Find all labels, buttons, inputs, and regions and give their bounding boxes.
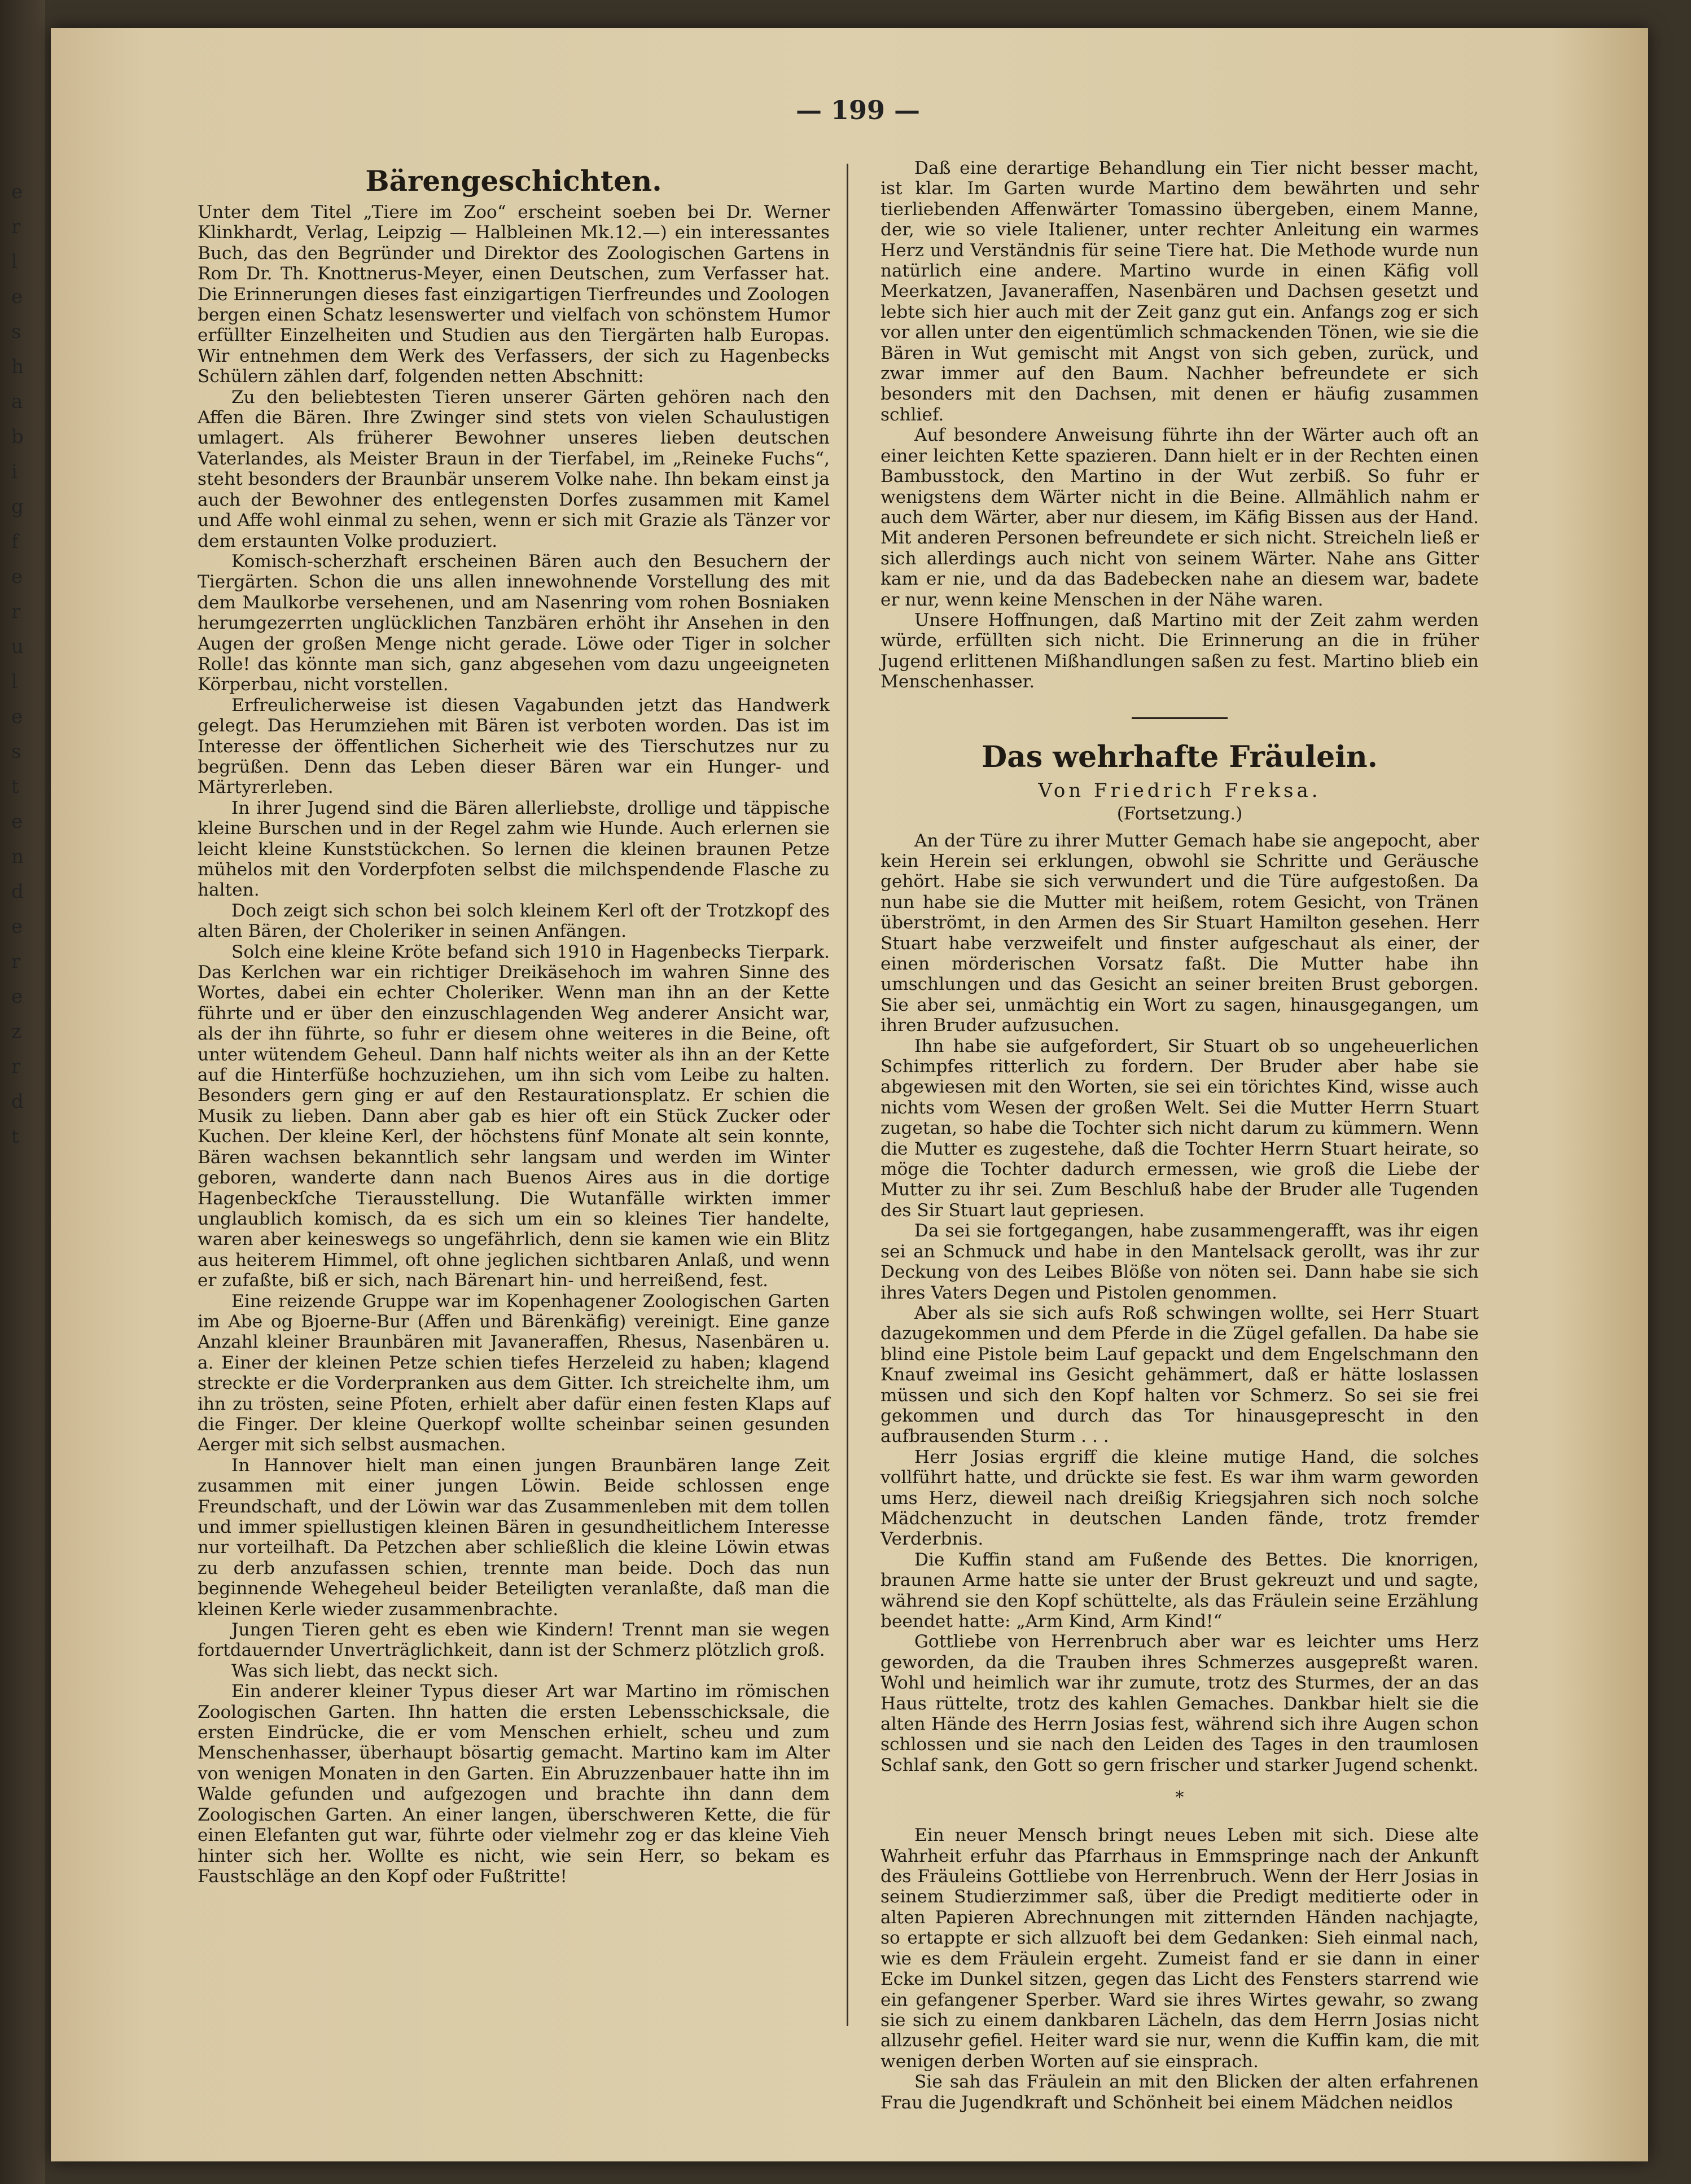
margin-glyph: r <box>11 950 21 973</box>
continuation-note: (Fortsetzung.) <box>1116 803 1243 824</box>
margin-glyph: r <box>11 1055 21 1078</box>
margin-glyph: e <box>11 286 23 308</box>
article-divider <box>1132 717 1228 719</box>
paragraph: Solch eine kleine Kröte befand sich 1910 in Hagenbecks Tierpark. Das Kerlchen war ein richtiger Dreikäsehoch im wahren Sinne des Wortes, dabei ein echter Choleriker. Wenn man ihn an der Kette führte und er über den einzuschlagenden Weg anderer Ansicht war, als der ihn führte, so fuhr er diesem ohne weiteres in die Beine, oft unter wütendem Geheul. Dann half nichts weiter als ihn an der Kette auf die Hinterfüße hochzuziehen, um ihn sich vom Leibe zu halten. Besonders gern ging er auf den Restaurationsplatz. Er schien die Musik zu lieben. Dann aber gab es hier oft ein Stück Zucker oder Kuchen. Der kleine Kerl, der höchstens fünf Monate alt sein konnte, Bären wachsen bekanntlich sehr langsam und werden im Winter geboren, wanderte dann nach Buenos Aires aus in die dortige Hagenbeckſche Tierausstellung. Die Wutanfälle wirkten immer unglaublich komisch, da es sich um ein so kleines Tier handelte, waren aber keineswegs so ungefährlich, denn sie kamen wie ein Blitz aus heiterem Himmel, oft ohne jeglichen sichtbaren Anlaß, und wenn er zufaßte, biß er sich, nach Bärenart hin- und herreißend, fest. <box>198 941 830 1291</box>
margin-glyph: r <box>11 216 21 238</box>
paragraph: Aber als sie sich aufs Roß schwingen wollte, sei Herr Stuart dazugekommen und dem Pferde in die Zügel gefallen. Da habe sie blind eine Pistole beim Lauf gepackt und dem Engelschmann den Knauf zweimal ins Gesicht gehämmert, daß er hätte loslassen müssen und sich den Kopf halten vor Schmerz. So sei sie frei gekommen und durch das Tor hinausgeprescht in den aufbrausenden Sturm . . . <box>880 1302 1479 1447</box>
paragraph: Zu den beliebtesten Tieren unserer Gärten gehören nach den Affen die Bären. Ihre Zwinger sind stets von vielen Schaulustigen umlagert. Als früherer Bewohner unseres lieben deutschen Vaterlandes, als Meister Braun in der Tierfabel, im „Reineke Fuchs“, steht besonders der Braunbär unserem Volke nahe. Ihn bekam einst ja auch der Bewohner des entlegensten Dorfes zusammen mit Kamel und Affe wohl einmal zu sehen, wenn er sich mit Grazie als Tänzer vor dem erstaunten Volke produziert. <box>198 387 830 551</box>
paragraph: Komisch-scherzhaft erscheinen Bären auch den Besuchern der Tiergärten. Schon die uns allen innewohnende Vorstellung des mit dem Maulkorbe versehenen, und am Nasenring vom rohen Bosniaken herumgezerrten unglücklichen Tanzbären erhöht ihr Ansehen in den Augen der großen Menge nicht gerade. Löwe oder Tiger in solcher Rolle! das könnte man sich, ganz abgesehen vom dazu ungeeigneten Körperbau, nicht vorstellen. <box>198 551 830 695</box>
paragraph: Ein anderer kleiner Typus dieser Art war Martino im römischen Zoologischen Garten. Ihn hatten die ersten Lebensschicksale, die ersten Eindrücke, die er vom Menschen erhielt, scheu und zum Menschenhasser, überhaupt bösartig gemacht. Martino kam im Alter von wenigen Monaten in den Garten. Ein Abruzzenbauer hatte ihn im Walde gefunden und aufgezogen und brachte ihn dann dem Zoologischen Garten. An einer langen, überschweren Kette, die für einen Elefanten gut war, führte oder vielmehr zog er das kleine Vieh hinter sich her. Wollte es nicht, wie sein Herr, so bekam es Faustschläge an den Kopf oder Fußtritte! <box>198 1681 830 1887</box>
paragraph: Sie sah das Fräulein an mit den Blicken der alten erfahrenen Frau die Jugendkraft und Schönheit bei einem Mädchen neidlos <box>880 2072 1479 2113</box>
paragraph: Doch zeigt sich schon bei solch kleinem Kerl oft der Trotzkopf des alten Bären, der Choleriker in seinen Anfängen. <box>198 900 830 942</box>
margin-glyph: e <box>11 915 23 938</box>
section-separator: * <box>1175 1788 1184 1808</box>
right-column <box>880 158 1479 2113</box>
margin-glyph: f <box>11 530 19 553</box>
margin-glyph: t <box>11 1125 19 1148</box>
paragraph: Gottliebe von Herrenbruch aber war es leichter ums Herz geworden, da die Trauben ihres Schmerzes ausgepreßt waren. Wohl und heimlich war ihr zumute, trotz des Sturmes, der an das Haus rüttelte, trotz des kahlen Gemaches. Dankbar hielt sie die alten Hände des Herrn Josias fest, während sich ihre Augen schon schlossen und sie nach den Leiden des Tages in den traumlosen Schlaf sank, den Gott so gern frischer und starker Jugend schenkt. <box>880 1632 1479 1775</box>
paragraph: Herr Josias ergriff die kleine mutige Hand, die solches vollführt hatte, und drückte sie fest. Es war ihm warm geworden ums Herz, dieweil nach dreißig Kriegsjahren sich noch solche Mädchenzucht in deutschen Landen fände, trotz fremder Verderbnis. <box>880 1446 1479 1550</box>
paragraph: Die Kuffin stand am Fußende des Bettes. Die knorrigen, braunen Arme hatte sie unter der Brust gekreuzt und und sagte, während sie den Kopf schüttelte, als das Fräulein seine Erzählung beendet hatte: „Arm Kind, Arm Kind!“ <box>880 1549 1479 1632</box>
margin-glyph: g <box>11 495 24 518</box>
margin-glyph: s <box>11 740 21 763</box>
margin-glyph: n <box>11 845 24 868</box>
margin-glyph: e <box>11 985 23 1008</box>
margin-glyph: b <box>11 426 24 448</box>
column-rule <box>847 164 848 2026</box>
margin-glyph: r <box>11 600 21 623</box>
margin-glyph: d <box>11 880 24 903</box>
margin-glyph: e <box>11 181 23 203</box>
paragraph: In Hannover hielt man einen jungen Braunbären lange Zeit zusammen mit einer jungen Löwin. Beide schlossen enge Freundschaft, und der Löwin war das Zusammenleben mit dem tollen und immer spiellustigen kleinen Bären in gesundheitlichem Interesse nur vorteilhaft. Da Petzchen aber schließlich die kleine Löwin etwas zu derb anzufassen schien, trennte man beide. Doch das nun beginnende Wehegeheul beider Beteiligten veranlaßte, daß man die kleinen Kerle wieder zusammenbrachte. <box>198 1455 830 1620</box>
paragraph: Unsere Hoffnungen, daß Martino mit der Zeit zahm werden würde, erfüllten sich nicht. Die Erinnerung an die in früher Jugend erlittenen Mißhandlungen saßen zu fest. Martino blieb ein Menschenhasser. <box>880 609 1479 692</box>
margin-glyph: e <box>11 705 23 728</box>
margin-glyph: d <box>11 1090 24 1113</box>
margin-glyph: h <box>11 356 24 378</box>
margin-glyph: s <box>11 321 21 343</box>
margin-glyph: l <box>11 251 17 273</box>
left-column <box>198 158 830 1887</box>
margin-glyph: z <box>11 1020 21 1043</box>
margin-glyph: i <box>11 461 17 483</box>
margin-glyph: t <box>11 775 19 798</box>
paragraph: In ihrer Jugend sind die Bären allerliebste, drollige und täppische kleine Burschen und in der Regel zahm wie Hunde. Auch erlernen sie leicht kleine Kunststückchen. So lernen die kleinen braunen Petze mühelos mit den Vorderpfoten selbst die milchspendende Flasche zu halten. <box>198 797 830 901</box>
paragraph: Auf besondere Anweisung führte ihn der Wärter auch oft an einer leichten Kette spazieren. Dann hielt er in der Rechten einen Bambusstock, den Martino in der Wut zerbiß. So fuhr er wenigstens dem Wärter nicht in die Beine. Allmählich nahm er auch dem Wärter, aber nur diesem, im Käfig Bissen aus der Hand. Mit anderen Personen befreundete er sich nicht. Streicheln ließ er sich allerdings auch nicht von seinem Wärter. Nahe ans Gitter kam er nie, und da das Badebecken nahe an diesem war, badete er nur, wenn keine Menschen in der Nähe waren. <box>880 425 1479 610</box>
margin-glyph: u <box>11 635 24 658</box>
paragraph: Erfreulicherweise ist diesen Vagabunden jetzt das Handwerk gelegt. Das Herumziehen mit Bären ist verboten worden. Das ist im Interesse der öffentlichen Sicherheit wie des Tierschutzes nur zu begrüßen. Denn das Leben dieser Bären war ein Hunger- und Märtyrerleben. <box>198 695 830 798</box>
article-title-baerengeschichten: Bärengeschichten. <box>365 164 662 198</box>
paragraph: Ihn habe sie aufgefordert, Sir Stuart ob so ungeheuerlichen Schimpfes ritterlich zu fordern. Der Bruder aber habe sie abgewiesen mit den Worten, sie sei ein törichtes Kind, wisse auch nichts vom Wesen der großen Welt. Sei die Mutter Herrn Stuart zugetan, so habe die Tochter sich nicht darum zu kümmern. Wenn die Mutter es zugestehe, daß die Tochter Herrn Stuart heirate, so möge die Tochter dadurch ermessen, wie groß die Liebe der Mutter zu ihr sei. Zum Beschluß habe der Bruder alle Tugenden des Sir Stuart laut gepriesen. <box>880 1036 1479 1221</box>
margin-glyph: l <box>11 670 17 693</box>
paragraph: Jungen Tieren geht es eben wie Kindern! Trennt man sie wegen fortdauernder Unverträglichkeit, dann ist der Schmerz plötzlich groß. <box>198 1620 830 1661</box>
paragraph: Was sich liebt, das neckt sich. <box>231 1660 499 1681</box>
article-byline: Von Friedrich Freksa. <box>1038 779 1321 802</box>
article-title-wehrhafte-fraeulein: Das wehrhafte Fräulein. <box>982 739 1378 774</box>
page-number: — 199 — <box>795 95 921 125</box>
paragraph: Eine reizende Gruppe war im Kopenhagener Zoologischen Garten im Abe og Bjoerne-Bur (Affen und Bärenkäfig) vereinigt. Eine ganze Anzahl kleiner Braunbären mit Javaneraffen, Rhesus, Nasenbären u. a. Einer der kleinen Petze schien tiefes Herzeleid zu haben; klagend streckte er die Vorderpranken aus dem Gitter. Ich streichelte ihm, um ihn zu trösten, seine Pfoten, erhielt aber dafür einen festen Klaps auf die Finger. Der kleine Querkopf wollte scheinbar seinen gesunden Aerger mit sich selbst ausmachen. <box>198 1291 830 1455</box>
article-intro: Unter dem Titel „Tiere im Zoo“ erscheint soeben bei Dr. Werner Klinkhardt, Verlag, Leipzig — Halbleinen Mk.12.—) ein interessantes Buch, das den Begründer und Direktor des Zoologischen Gartens in Rom Dr. Th. Knottnerus-Meyer, einen Deutschen, zum Verfasser hat. Die Erinnerungen dieses fast einzigartigen Tierfreundes und Zoologen bergen einen Schatz lesenswerter und vielfach von schönstem Humor erfüllter Einzelheiten und Studien aus den Tiergärten halb Europas. Wir entnehmen dem Werk des Verfassers, der sich zu Hagenbecks Schülern zählen darf, folgenden netten Abschnitt: <box>198 202 830 387</box>
paragraph: An der Türe zu ihrer Mutter Gemach habe sie angepocht, aber kein Herein sei erklungen, obwohl sie Schritte und Geräusche gehört. Habe sie sich verwundert und die Türe aufgestoßen. Da nun habe sie die Mutter mit heißem, rotem Gesicht, von Tränen überströmt, in den Armen des Sir Stuart Hamilton gesehen. Herr Stuart habe verzweifelt und finster aufgeschaut als einer, der einen mörderischen Vorsatz faßt. Die Mutter habe ihn umschlungen und das Gesicht an seiner breiten Brust geborgen. Sie aber sei, unmächtig ein Wort zu sagen, hinausgegangen, um ihren Bruder aufzusuchen. <box>880 830 1479 1036</box>
paragraph: Ein neuer Mensch bringt neues Leben mit sich. Diese alte Wahrheit erfuhr das Pfarrhaus in Emmspringe nach der Ankunft des Fräuleins Gottliebe von Herrenbruch. Wenn der Herr Josias in seinem Studierzimmer saß, über die Predigt meditierte oder in alten Papieren Abrechnungen mit zitternden Händen nachjagte, so ertappte er sich allzuoft bei dem Gedanken: Sieh einmal nach, wie es dem Fräulein ergeht. Zumeist fand er sie dann in einer Ecke im Dunkel sitzen, gegen das Licht des Fensters starrend wie ein gefangener Sperber. Ward sie ihres Wirtes gewahr, so zwang sie sich zu einem dankbaren Lächeln, das dem Herrn Josias nicht allzusehr gefiel. Heiter ward sie nur, wenn die Kuffin kam, die mit wenigen derben Worten auf sie einsprach. <box>880 1825 1479 2072</box>
margin-glyph: e <box>11 810 23 833</box>
paragraph: Da sei sie fortgegangen, habe zusammengerafft, was ihr eigen sei an Schmuck und habe in den Mantelsack gerollt, was ihr zur Deckung von des Leibes Blöße von nöten sei. Dann habe sie sich ihres Vaters Degen und Pistolen genommen. <box>880 1221 1479 1303</box>
paragraph: Daß eine derartige Behandlung ein Tier nicht besser macht, ist klar. Im Garten wurde Martino dem bewährten und sehr tierliebenden Affenwärter Tomassino übergeben, einem Manne, der, wie so viele Italiener, unter rechter Anleitung ein warmes Herz und Verständnis für seine Tiere hat. Die Methode wurde nun natürlich eine andere. Martino wurde in einen Käfig voll Meerkatzen, Javaneraffen, Nasenbären und Dachsen gesetzt und lebte sich hier auch mit der Zeit ganz gut ein. Anfangs zog er sich vor allen unter den eigentümlich schmackenden Tönen, wie sie die Bären in Wut gemischt mit Angst von sich geben, zurück, und zwar immer auf den Baum. Nachher befreundete er sich besonders mit den Dachsen, mit denen er häufig zusammen schlief. <box>880 158 1479 425</box>
margin-glyph: e <box>11 565 23 588</box>
margin-glyph: a <box>11 391 23 413</box>
